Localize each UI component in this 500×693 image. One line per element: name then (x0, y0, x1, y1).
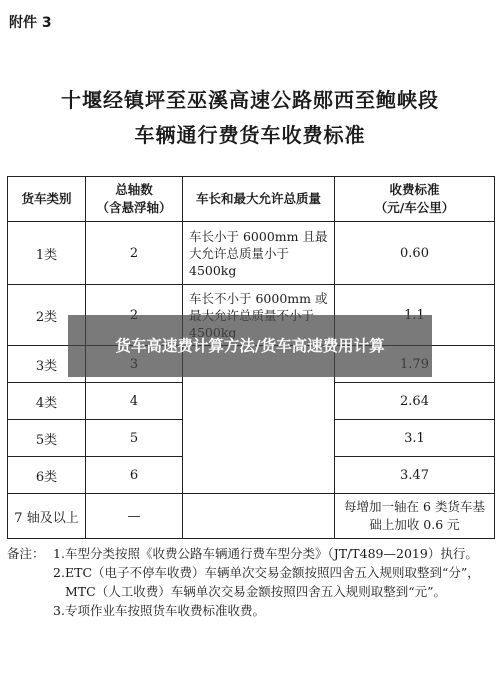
cell-axles: 4 (86, 383, 183, 420)
cell-size-weight: 车长不小于 6000mm 或 (183, 285, 335, 346)
note-item (7, 563, 495, 601)
notes-label: 备注： (7, 546, 45, 561)
notes-section (7, 544, 495, 620)
cell-category: 5类 (8, 420, 86, 457)
cell-axles: — (86, 494, 183, 539)
overlay-caption-text: 货车高速费计算方法/货车高速费用计算 (115, 337, 385, 355)
header-rate: 收费标准 （元/车公里） (335, 177, 495, 222)
header-size-weight: 车长和最大允许总质量 (183, 177, 335, 222)
note-number: 2. (53, 565, 65, 580)
cell-category: 1类 (8, 222, 86, 285)
cell-axles: 6 (86, 457, 183, 494)
cell-category: 4类 (8, 383, 86, 420)
table-row (8, 494, 495, 539)
cell-rate: 0.60 (335, 222, 495, 285)
cell-category: 2类 (8, 285, 86, 346)
table-header-row (8, 177, 495, 222)
document-title: 十堰经镇坪至巫溪高速公路郧西至鲍峡段 (61, 88, 439, 112)
cell-size-weight-merged (183, 494, 335, 539)
cell-rate: 3.1 (335, 420, 495, 457)
note-text: 专项作业车按照货车收费标准收费。 (65, 603, 266, 618)
table-row (8, 222, 495, 285)
note-item (7, 601, 495, 620)
cell-axles: 2 (86, 222, 183, 285)
note-number: 3. (53, 603, 65, 618)
document-subtitle: 车辆通行费货车收费标准 (134, 123, 366, 147)
note-item (7, 544, 495, 563)
cell-size-weight: 车长小于 6000mm 且最大允许总质量小于 4500kg (183, 222, 335, 285)
cell-axles: 5 (86, 420, 183, 457)
cell-category: 7 轴及以上 (8, 494, 86, 539)
attachment-label: 附件 3 (9, 15, 52, 31)
note-number: 1. (53, 546, 65, 561)
caption-overlay (68, 315, 432, 377)
cell-rate: 2.64 (335, 383, 495, 420)
cell-rate: 每增加一轴在 6 类货车基础上加收 0.6 元 (335, 494, 495, 539)
cell-rate: 3.47 (335, 457, 495, 494)
header-category: 货车类别 (8, 177, 86, 222)
note-text: 车型分类按照《收费公路车辆通行费车型分类》（JT/T489—2019）执行。 (65, 546, 478, 561)
note-text: ETC（电子不停车收费）车辆单次交易金额按照四舍五入规则取整到“分”，MTC（人工收费）车辆单次交易金额按照四舍五入规则取整到“元”。 (65, 565, 480, 599)
cell-category: 3类 (8, 346, 86, 383)
header-axles: 总轴数 （含悬浮轴） (86, 177, 183, 222)
cell-category: 6类 (8, 457, 86, 494)
